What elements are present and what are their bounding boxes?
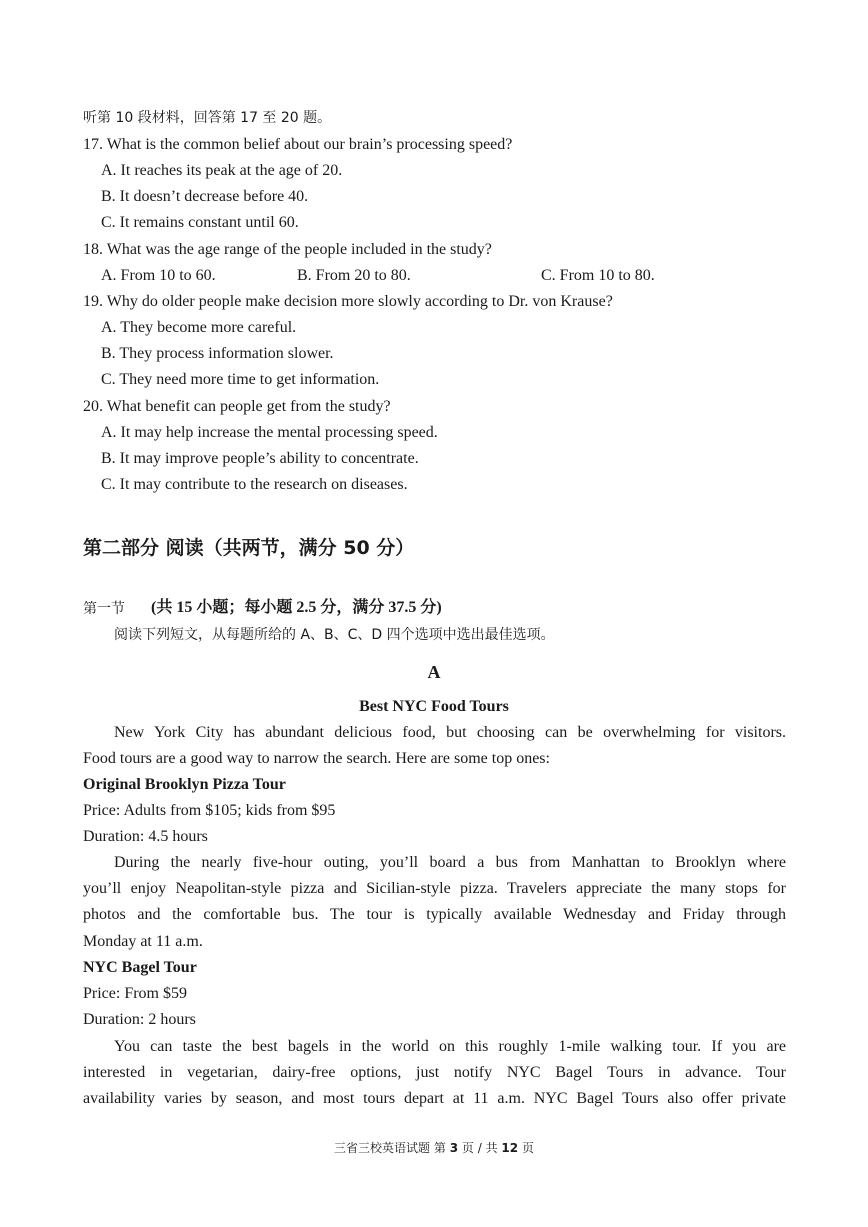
tour-1-desc-line-3: photos and the comfortable bus. The tour is typically available Wednesday and Friday through xyxy=(83,906,786,923)
tour-2-desc-line-2: interested in vegetarian, dairy-free options, just notify NYC Bagel Tours in advance. Tour xyxy=(83,1064,786,1081)
section-one-label: 第一节 xyxy=(83,601,125,617)
tour-1-duration: Duration: 4.5 hours xyxy=(83,828,208,845)
tour-2-price: Price: From $59 xyxy=(83,985,187,1002)
question-17-option-b: B. It doesn’t decrease before 40. xyxy=(101,188,309,205)
tour-1-price: Price: Adults from $105; kids from $95 xyxy=(83,802,336,819)
tour-1-name: Original Brooklyn Pizza Tour xyxy=(83,776,286,793)
tour-1-desc-line-4: Monday at 11 a.m. xyxy=(83,933,203,950)
section-one-detail: (共 15 小题；每小题 2.5 分，满分 37.5 分) xyxy=(151,599,442,616)
question-20-option-c: C. It may contribute to the research on diseases. xyxy=(101,476,408,493)
question-20-option-a: A. It may help increase the mental processing speed. xyxy=(101,424,438,441)
reading-instruction: 阅读下列短文，从每题所给的 A、B、C、D 四个选项中选出最佳选项。 xyxy=(114,627,555,643)
question-18-option-b: B. From 20 to 80. xyxy=(297,267,411,284)
passage-letter: A xyxy=(427,662,441,682)
listening-instruction: 听第 10 段材料，回答第 17 至 20 题。 xyxy=(83,110,332,126)
tour-1-desc-line-1: During the nearly five-hour outing, you’ll board a bus from Manhattan to Brooklyn where xyxy=(114,854,786,871)
tour-1-desc-line-2: you’ll enjoy Neapolitan-style pizza and Sicilian-style pizza. Travelers appreciate the many stops for xyxy=(83,880,786,897)
question-19-option-a: A. They become more careful. xyxy=(101,319,297,336)
passage-title: Best NYC Food Tours xyxy=(359,698,509,715)
tour-2-duration: Duration: 2 hours xyxy=(83,1011,196,1028)
question-18-stem: 18. What was the age range of the people included in the study? xyxy=(83,241,492,258)
intro-line-1: New York City has abundant delicious food, but choosing can be overwhelming for visitors. xyxy=(114,724,786,741)
question-17-stem: 17. What is the common belief about our brain’s processing speed? xyxy=(83,136,513,153)
question-19-option-c: C. They need more time to get information. xyxy=(101,371,380,388)
intro-line-2: Food tours are a good way to narrow the search. Here are some top ones: xyxy=(83,750,550,767)
footer-prefix: 三省三校英语试题 第 xyxy=(334,1141,446,1155)
question-18-option-c: C. From 10 to 80. xyxy=(541,267,655,284)
footer-middle: 页 / 共 xyxy=(461,1141,498,1155)
page-footer xyxy=(0,1138,868,1158)
tour-2-desc-line-3: availability varies by season, and most tours depart at 11 a.m. NYC Bagel Tours also offer private xyxy=(83,1090,786,1107)
tour-2-name: NYC Bagel Tour xyxy=(83,959,197,976)
tour-2-desc-line-1: You can taste the best bagels in the world on this roughly 1-mile walking tour. If you are xyxy=(114,1038,786,1055)
question-18-option-a: A. From 10 to 60. xyxy=(101,267,216,284)
question-19-stem: 19. Why do older people make decision more slowly according to Dr. von Krause? xyxy=(83,293,613,310)
question-17-option-a: A. It reaches its peak at the age of 20. xyxy=(101,162,343,179)
footer-total-pages: 12 xyxy=(501,1141,519,1155)
question-20-option-b: B. It may improve people’s ability to concentrate. xyxy=(101,450,419,467)
question-20-stem: 20. What benefit can people get from the study? xyxy=(83,398,391,415)
footer-suffix: 页 xyxy=(521,1141,534,1155)
question-19-option-b: B. They process information slower. xyxy=(101,345,334,362)
question-17-option-c: C. It remains constant until 60. xyxy=(101,214,299,231)
footer-page-number: 3 xyxy=(449,1141,459,1155)
part-two-title: 第二部分 阅读（共两节，满分 50 分） xyxy=(83,537,415,559)
